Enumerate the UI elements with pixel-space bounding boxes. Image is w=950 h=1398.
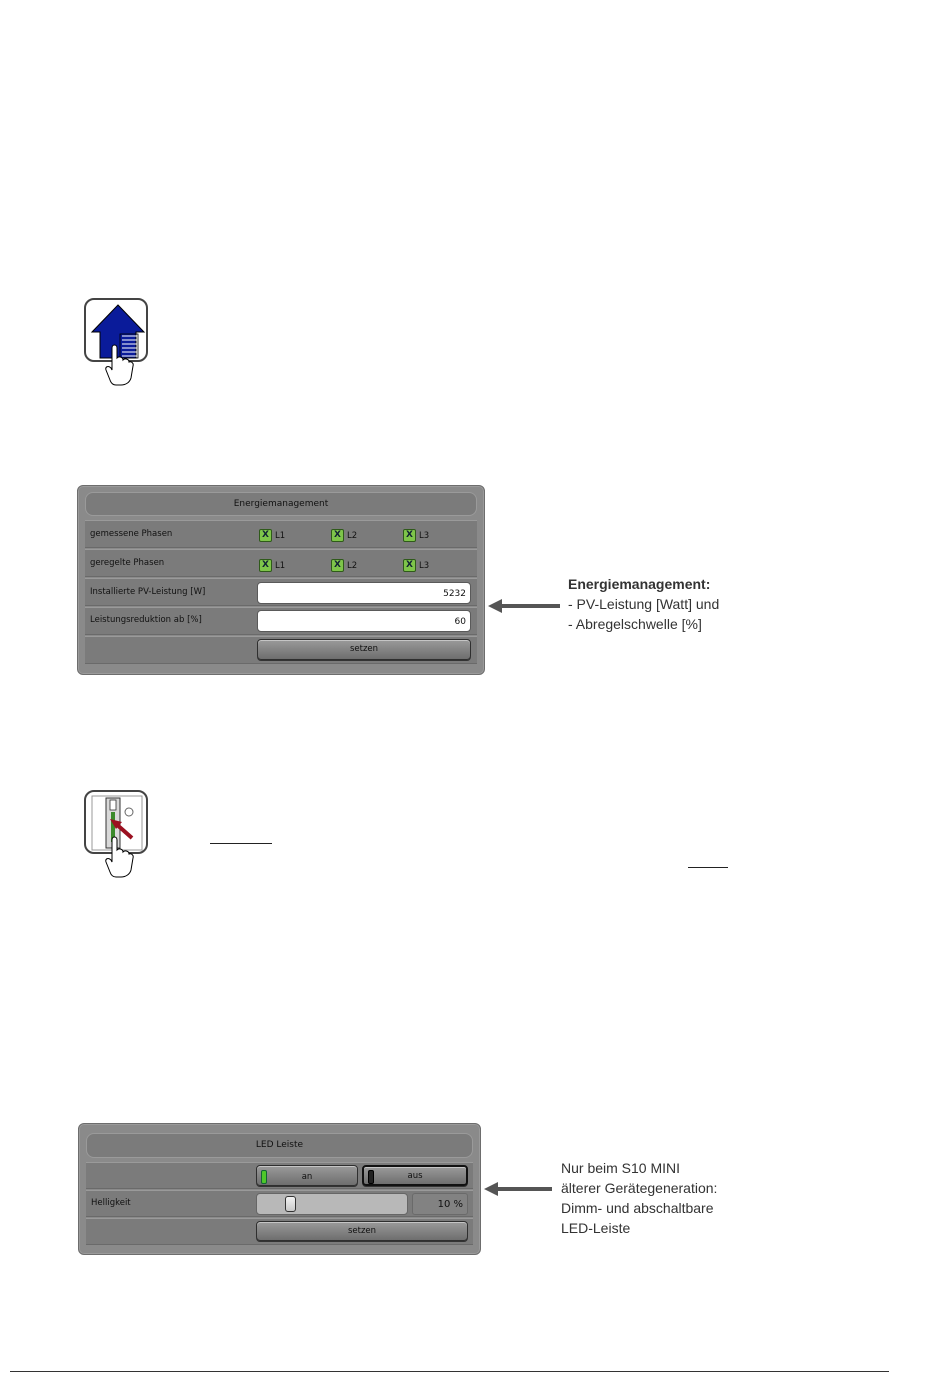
power-reduction-input[interactable]: 60 xyxy=(257,610,471,632)
energy-annotation-title: Energiemanagement: xyxy=(568,576,711,592)
arrow-left-icon xyxy=(484,1181,556,1197)
brightness-row xyxy=(86,1190,473,1217)
led-off-indicator xyxy=(368,1170,374,1184)
pv-power-input[interactable]: 5232 xyxy=(257,582,471,604)
led-annotation-line-1: Nur beim S10 MINI xyxy=(561,1160,681,1176)
led-panel-title: LED Leiste xyxy=(86,1133,473,1158)
led-annotation-line-4: LED-Leiste xyxy=(561,1220,631,1236)
led-set-button[interactable]: setzen xyxy=(256,1221,468,1241)
led-off-label: aus xyxy=(407,1171,423,1181)
underline-decoration xyxy=(210,843,272,844)
measured-phases-label: gemessene Phasen xyxy=(90,529,173,539)
measured-l2-checkbox[interactable]: X xyxy=(331,529,344,542)
pv-power-row xyxy=(85,578,477,606)
led-switch-row xyxy=(86,1162,473,1189)
led-set-row xyxy=(86,1218,473,1245)
footer-rule xyxy=(10,1371,889,1372)
controlled-l2-checkbox[interactable]: X xyxy=(331,559,344,572)
energy-set-button[interactable]: setzen xyxy=(257,639,471,660)
energy-annotation xyxy=(568,574,898,634)
controlled-l2-label: L2 xyxy=(347,561,358,571)
energy-set-row xyxy=(85,636,477,664)
measured-l2-label: L2 xyxy=(347,531,358,541)
brightness-slider-thumb[interactable] xyxy=(285,1196,296,1212)
pv-power-label: Installierte PV-Leistung [W] xyxy=(90,587,206,597)
led-off-button[interactable] xyxy=(362,1165,468,1186)
led-annotation-line-2: älterer Gerätegeneration: xyxy=(561,1180,718,1196)
led-annotation xyxy=(561,1158,901,1238)
measured-l3-checkbox[interactable]: X xyxy=(403,529,416,542)
controlled-l3-label: L3 xyxy=(419,561,430,571)
energy-management-panel xyxy=(77,485,485,675)
power-reduction-row xyxy=(85,607,477,635)
controlled-l1-label: L1 xyxy=(275,561,286,571)
underline-decoration xyxy=(688,867,728,868)
energy-annotation-line-2: - Abregelschwelle [%] xyxy=(568,616,702,632)
controlled-phases-label: geregelte Phasen xyxy=(90,558,165,568)
brightness-value: 10 % xyxy=(412,1193,468,1215)
measured-phases-row xyxy=(85,520,477,548)
led-strip-panel xyxy=(78,1123,481,1255)
power-reduction-label: Leistungsreduktion ab [%] xyxy=(90,615,202,625)
energy-panel-title: Energiemanagement xyxy=(85,492,477,516)
led-annotation-line-3: Dimm- und abschaltbare xyxy=(561,1200,714,1216)
controlled-l3-checkbox[interactable]: X xyxy=(403,559,416,572)
measured-l1-label: L1 xyxy=(275,531,286,541)
brightness-slider[interactable] xyxy=(256,1193,408,1215)
arrow-left-icon xyxy=(488,598,568,614)
measured-l3-label: L3 xyxy=(419,531,430,541)
device-touch-icon xyxy=(84,790,148,854)
controlled-phases-row xyxy=(85,549,477,577)
energy-annotation-line-1: - PV-Leistung [Watt] und xyxy=(568,596,720,612)
brightness-label: Helligkeit xyxy=(91,1198,131,1208)
measured-l1-checkbox[interactable]: X xyxy=(259,529,272,542)
led-on-indicator xyxy=(261,1170,267,1184)
controlled-l1-checkbox[interactable]: X xyxy=(259,559,272,572)
led-on-button[interactable] xyxy=(256,1165,358,1186)
led-on-label: an xyxy=(301,1172,313,1182)
house-touch-icon xyxy=(84,298,148,362)
